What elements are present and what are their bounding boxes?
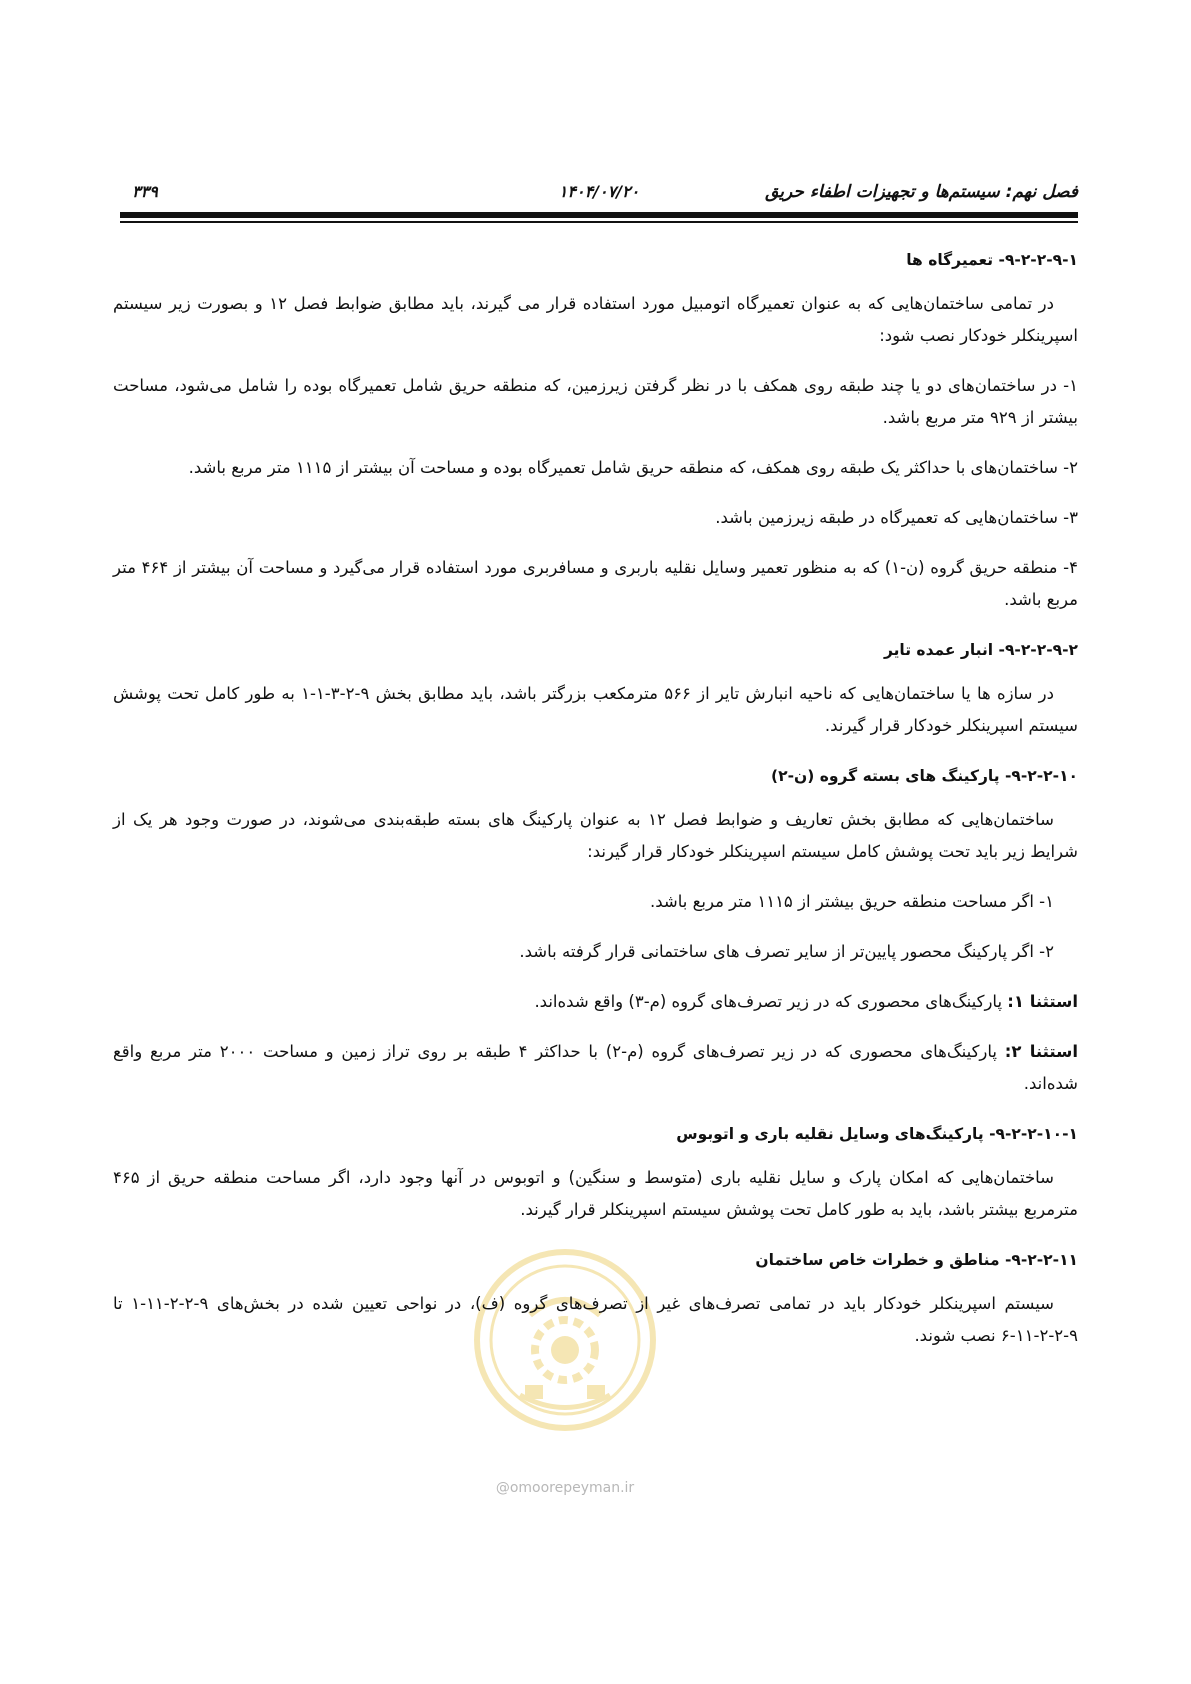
section-heading: ۹-۲-۲-۹-۱- تعمیرگاه ها [906, 251, 1078, 269]
list-item: ۳- ساختمان‌هایی که تعمیرگاه در طبقه زیرزمین باشد. [715, 508, 1078, 527]
list-item: ۱- اگر مساحت منطقه حریق بیشتر از ۱۱۱۵ متر مربع باشد. [650, 892, 1054, 911]
list-item: ۴- منطقه حریق گروه (ن-۱) که به منظور تعمیر وسایل نقلیه باربری و مسافربری مورد استفاده قرار می‌گیرد و مساحت آن بیشتر از ۴۶۴ متر مربع باشد. [113, 558, 1078, 609]
header-date: ۱۴۰۴/۰۷/۲۰ [558, 182, 640, 201]
header-rule-thick [120, 212, 1078, 218]
paragraph: سیستم اسپرینکلر خودکار باید در تمامی تصرف‌های غیر از تصرف‌های گروه (ف)، در نواحی تعیین شده در بخش‌های ۹-۲-۲-۱۱-۱ تا ۹-۲-۲-۱۱-۶ نصب شوند. [113, 1294, 1078, 1345]
paragraph: ساختمان‌هایی که امکان پارک و سایل نقلیه باری (متوسط و سنگین) و اتوبوس در آنها وجود دارد، اگر مساحت منطقه حریق از ۴۶۵ مترمربع بیشتر باشد، باید به طور کامل تحت پوشش سیستم اسپرینکلر قرار گیرند. [113, 1168, 1078, 1219]
paragraph: در تمامی ساختمان‌هایی که به عنوان تعمیرگاه اتومبیل مورد استفاده قرار می گیرند، باید مطابق ضوابط فصل ۱۲ و بصورت زیر سیستم اسپرینکلر خودکار نصب شود: [113, 294, 1078, 345]
section-heading: ۹-۲-۲-۱۰- پارکینگ های بسته گروه (ن-۲) [771, 767, 1078, 785]
list-item: ۲- اگر پارکینگ محصور پایین‌تر از سایر تصرف های ساختمانی قرار گرفته باشد. [519, 942, 1054, 961]
exception-text: پارکینگ‌های محصوری که در زیر تصرف‌های گروه (م-۳) واقع شده‌اند. [534, 992, 1008, 1011]
page-number: ۳۳۹ [132, 182, 158, 201]
section-heading: ۹-۲-۲-۱۰-۱- پارکینگ‌های وسایل نقلیه باری و اتوبوس [676, 1125, 1078, 1143]
list-item: ۱- در ساختمان‌های دو یا چند طبقه روی همکف با در نظر گرفتن زیرزمین، که منطقه حریق شامل تعمیرگاه بوده را شامل می‌شود، مساحت بیشتر از ۹۲۹ متر مربع باشد. [113, 376, 1078, 427]
paragraph: در سازه ها یا ساختمان‌هایی که ناحیه انبارش تایر از ۵۶۶ مترمکعب بزرگتر باشد، باید مطابق بخش ۹-۲-۳-۱-۱ به طور کامل تحت پوشش سیستم اسپرینکلر خودکار قرار گیرند. [113, 684, 1078, 735]
page-header [120, 182, 1078, 206]
exception-text: پارکینگ‌های محصوری که در زیر تصرف‌های گروه (م-۲) با حداکثر ۴ طبقه بر روی تراز زمین و مساحت ۲۰۰۰ متر مربع واقع شده‌اند. [113, 1042, 1078, 1093]
list-item: ۲- ساختمان‌های با حداکثر یک طبقه روی همکف، که منطقه حریق شامل تعمیرگاه بوده و مساحت آن بیشتر از ۱۱۱۵ متر مربع باشد. [188, 458, 1078, 477]
header-rule-thin [120, 221, 1078, 223]
document-body [113, 244, 1078, 1370]
exception-label: استثنا ۱: [1007, 992, 1078, 1011]
exception-2 [113, 1036, 1078, 1100]
chapter-title: فصل نهم: سیستم‌ها و تجهیزات اطفاء حریق [765, 182, 1078, 202]
exception-1 [113, 986, 1078, 1018]
section-heading: ۹-۲-۲-۱۱- مناطق و خطرات خاص ساختمان [755, 1251, 1078, 1269]
exception-label: استثنا ۲: [1004, 1042, 1079, 1061]
watermark-url: @omoorepeyman.ir [495, 1480, 635, 1496]
section-heading: ۹-۲-۲-۹-۲- انبار عمده تایر [883, 641, 1078, 659]
paragraph: ساختمان‌هایی که مطابق بخش تعاریف و ضوابط فصل ۱۲ به عنوان پارکینگ های بسته طبقه‌بندی می‌شوند، در صورت وجود هر یک از شرایط زیر باید تحت پوشش کامل سیستم اسپرینکلر خودکار قرار گیرند: [113, 810, 1078, 861]
